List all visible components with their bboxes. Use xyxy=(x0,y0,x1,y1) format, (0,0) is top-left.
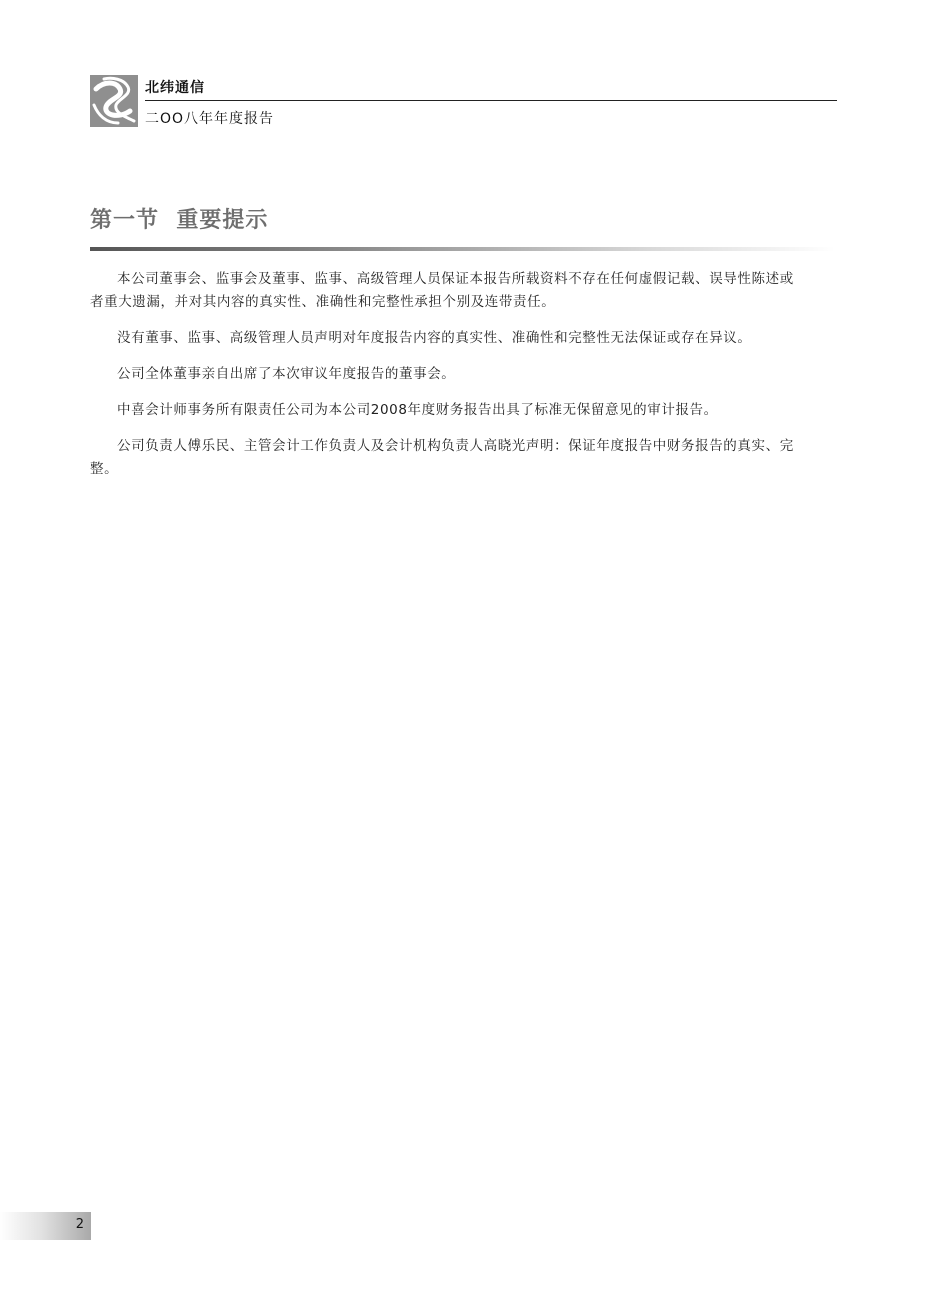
paragraph: 没有董事、监事、高级管理人员声明对年度报告内容的真实性、准确性和完整性无法保证或存在异议。 xyxy=(117,330,752,346)
content-body xyxy=(90,268,795,494)
company-name: 北纬通信 xyxy=(145,80,205,96)
section-divider xyxy=(90,247,835,251)
section-title: 第一节 重要提示 xyxy=(90,208,269,233)
paragraph: 本公司董事会、监事会及董事、监事、高级管理人员保证本报告所载资料不存在任何虚假记载、误导性陈述或者重大遗漏，并对其内容的真实性、准确性和完整性承担个别及连带责任。 xyxy=(90,271,794,310)
paragraph: 中喜会计师事务所有限责任公司为本公司2008年度财务报告出具了标准无保留意见的审计报告。 xyxy=(117,402,718,418)
report-title: 二OO八年年度报告 xyxy=(145,111,275,127)
page-number: 2 xyxy=(75,1217,84,1232)
page-header xyxy=(90,75,837,129)
paragraph: 公司负责人傅乐民、主管会计工作负责人及会计机构负责人高晓光声明：保证年度报告中财务报告的真实、完整。 xyxy=(90,438,794,477)
page-number-box xyxy=(0,1212,91,1240)
paragraph: 公司全体董事亲自出席了本次审议年度报告的董事会。 xyxy=(117,366,456,382)
company-logo-icon xyxy=(90,75,138,127)
header-divider xyxy=(145,100,837,101)
